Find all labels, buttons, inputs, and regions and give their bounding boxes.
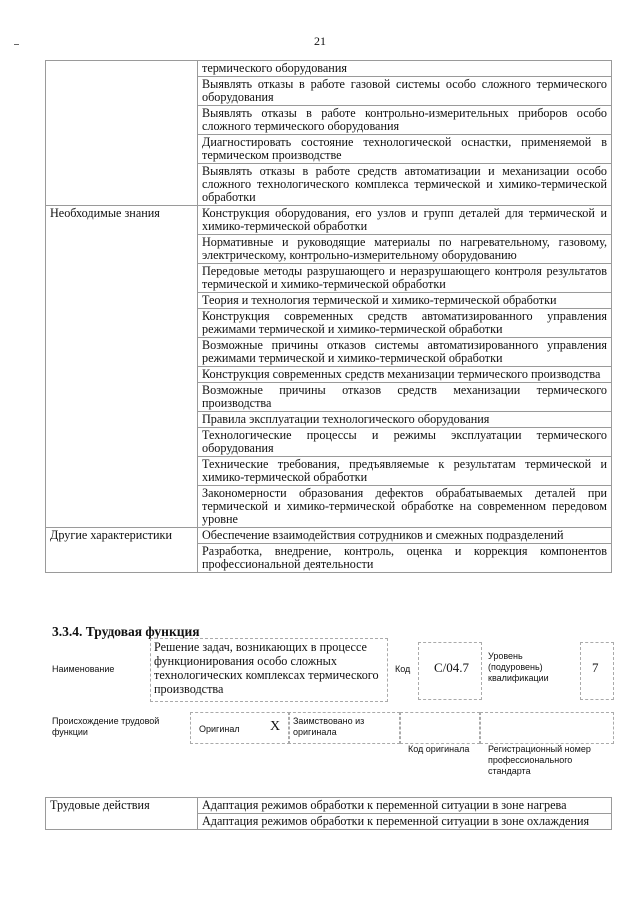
action-item: Адаптация режимов обработки к переменной ситуации в зоне нагрева bbox=[198, 798, 612, 814]
row-text: Правила эксплуатации технологического оборудования bbox=[198, 412, 612, 428]
row-text: Выявлять отказы в работе газовой системы особо сложного термического оборудования bbox=[198, 77, 612, 106]
row-text: Теория и технология термической и химико-термической обработки bbox=[198, 293, 612, 309]
original-mark: X bbox=[270, 719, 281, 734]
page-number: 21 bbox=[314, 34, 326, 48]
row-text: Разработка, внедрение, контроль, оценка и коррекция компонентов профессиональной деятельности bbox=[198, 544, 612, 573]
row-text: Выявлять отказы в работе контрольно-измерительных приборов особо сложного термического оборудования bbox=[198, 106, 612, 135]
row-text: Закономерности образования дефектов обрабатываемых деталей при термической и химико-термической обработке на современном передовом уровне bbox=[198, 486, 612, 528]
name-label: Наименование bbox=[52, 664, 115, 674]
section-heading: 3.3.4. Трудовая функция bbox=[52, 624, 200, 639]
margin-mark bbox=[14, 44, 19, 45]
origin-label: Происхождение трудовой функции bbox=[52, 716, 160, 737]
row-text: Возможные причины отказов средств механизации термического производства bbox=[198, 383, 612, 412]
reg-number-box bbox=[480, 712, 614, 744]
row-label: Необходимые знания bbox=[46, 206, 198, 528]
row-label: Другие характеристики bbox=[46, 528, 198, 573]
code-value: C/04.7 bbox=[434, 660, 470, 675]
row-text: Конструкция современных средств механизации термического производства bbox=[198, 367, 612, 383]
table-row bbox=[46, 206, 612, 235]
borrowed-label: Заимствовано из оригинала bbox=[293, 716, 365, 737]
row-text: Передовые методы разрушающего и неразрушающего контроля результатов термической и химико-термической обработки bbox=[198, 264, 612, 293]
level-label: Уровень (подуровень) квалификации bbox=[488, 651, 549, 683]
row-text: Технологические процессы и режимы эксплуатации термического оборудования bbox=[198, 428, 612, 457]
row-text: Конструкция оборудования, его узлов и групп деталей для термической и химико-термической обработки bbox=[198, 206, 612, 235]
row-text: Диагностировать состояние технологической оснастки, применяемой в термическом производстве bbox=[198, 135, 612, 164]
row-text: Возможные причины отказов системы автоматизированного управления режимами термической и химико-термической обработки bbox=[198, 338, 612, 367]
row-text: Нормативные и руководящие материалы по нагревательному, газовому, электрическому, контрольно-измерительному оборудованию bbox=[198, 235, 612, 264]
row-text: термического оборудования bbox=[198, 61, 612, 77]
actions-label: Трудовые действия bbox=[46, 798, 198, 830]
level-value: 7 bbox=[592, 660, 599, 675]
table-row bbox=[46, 798, 612, 814]
code-original-label: Код оригинала bbox=[408, 744, 470, 754]
skills-table bbox=[45, 60, 612, 573]
row-text: Обеспечение взаимодействия сотрудников и смежных подразделений bbox=[198, 528, 612, 544]
row-text: Конструкция современных средств автоматизированного управления режимами термической и химико-термической обработки bbox=[198, 309, 612, 338]
row-text: Выявлять отказы в работе средств автоматизации и механизации особо сложного технологического комплекса термической и химико-термической обработки bbox=[198, 164, 612, 206]
action-item: Адаптация режимов обработки к переменной ситуации в зоне охлаждения bbox=[198, 814, 612, 830]
original-label: Оригинал bbox=[199, 724, 240, 734]
table-row bbox=[46, 528, 612, 544]
row-text: Технические требования, предъявляемые к результатам термической и химико-термической обработки bbox=[198, 457, 612, 486]
table-row bbox=[46, 61, 612, 77]
code-label: Код bbox=[395, 664, 411, 674]
actions-table bbox=[45, 797, 612, 830]
code-original-box bbox=[400, 712, 480, 744]
row-label bbox=[46, 61, 198, 206]
function-name: Решение задач, возникающих в процессе функционирования особо сложных технологических комплексах термического производства bbox=[154, 640, 379, 696]
reg-number-label: Регистрационный номер профессионального стандарта bbox=[488, 744, 591, 776]
